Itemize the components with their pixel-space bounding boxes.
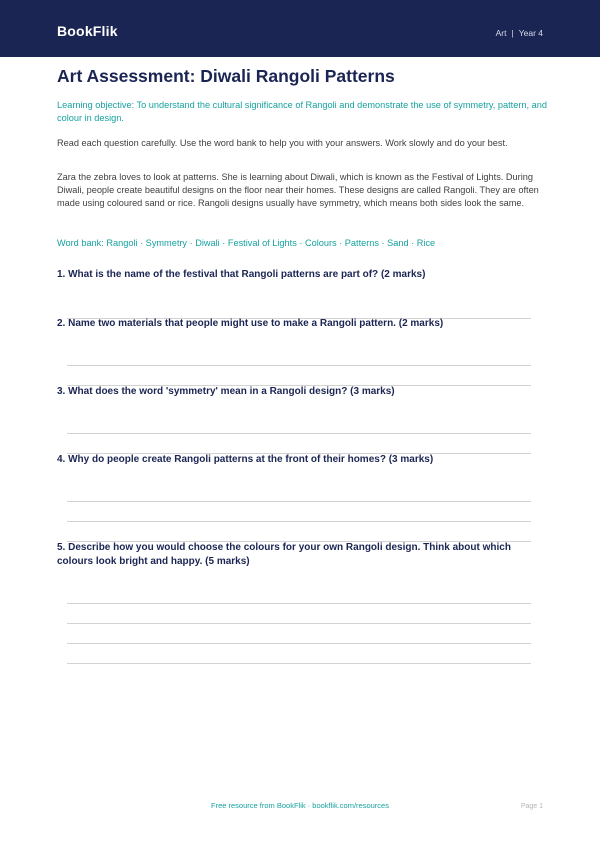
instructions-text: Read each question carefully. Use the word bank to help you with your answers. Work slowly and do your best.: [57, 138, 508, 148]
answer-line[interactable]: [67, 365, 531, 366]
learning-objective: Learning objective: To understand the cultural significance of Rangoli and demonstrate the use of symmetry, pattern, and colour in design.: [57, 100, 547, 123]
answer-line[interactable]: [67, 643, 531, 644]
page-header: [0, 0, 600, 57]
meta-separator: |: [511, 28, 514, 38]
story-passage: Zara the zebra loves to look at patterns. She is learning about Diwali, which is known as the Festival of Lights. During Diwali, people create beautiful designs on the floor near their homes. These designs are called Rangoli. They are often made using coloured sand or rice. Rangoli designs usually have symmetry, which means both sides look the same.: [57, 172, 539, 208]
answer-line[interactable]: [67, 603, 531, 604]
page-title: Art Assessment: Diwali Rangoli Patterns: [57, 66, 395, 86]
question-2: 2. Name two materials that people might use to make a Rangoli pattern. (2 marks): [57, 318, 444, 329]
answer-line[interactable]: [67, 433, 531, 434]
subject-year-label: [496, 28, 543, 38]
subject-label: Art: [495, 28, 507, 38]
page-number: Page 1: [520, 803, 543, 810]
answer-line[interactable]: [67, 623, 531, 624]
year-label: Year 4: [518, 28, 543, 38]
footer-credit[interactable]: Free resource from BookFlik · bookflik.com/resources: [211, 801, 389, 810]
answer-line[interactable]: [67, 663, 531, 664]
question-1: 1. What is the name of the festival that Rangoli patterns are part of? (2 marks): [57, 269, 426, 280]
word-bank: Word bank: Rangoli · Symmetry · Diwali · Festival of Lights · Colours · Patterns · Sand · Rice: [57, 238, 436, 248]
brand-logo: BookFlik: [57, 23, 118, 39]
question-5: 5. Describe how you would choose the colours for your own Rangoli design. Think about which colours look bright and happy. (5 marks): [57, 542, 511, 567]
answer-line[interactable]: [67, 501, 531, 502]
question-3: 3. What does the word 'symmetry' mean in a Rangoli design? (3 marks): [57, 386, 395, 397]
answer-line[interactable]: [67, 521, 531, 522]
question-4: 4. Why do people create Rangoli patterns at the front of their homes? (3 marks): [57, 454, 434, 465]
